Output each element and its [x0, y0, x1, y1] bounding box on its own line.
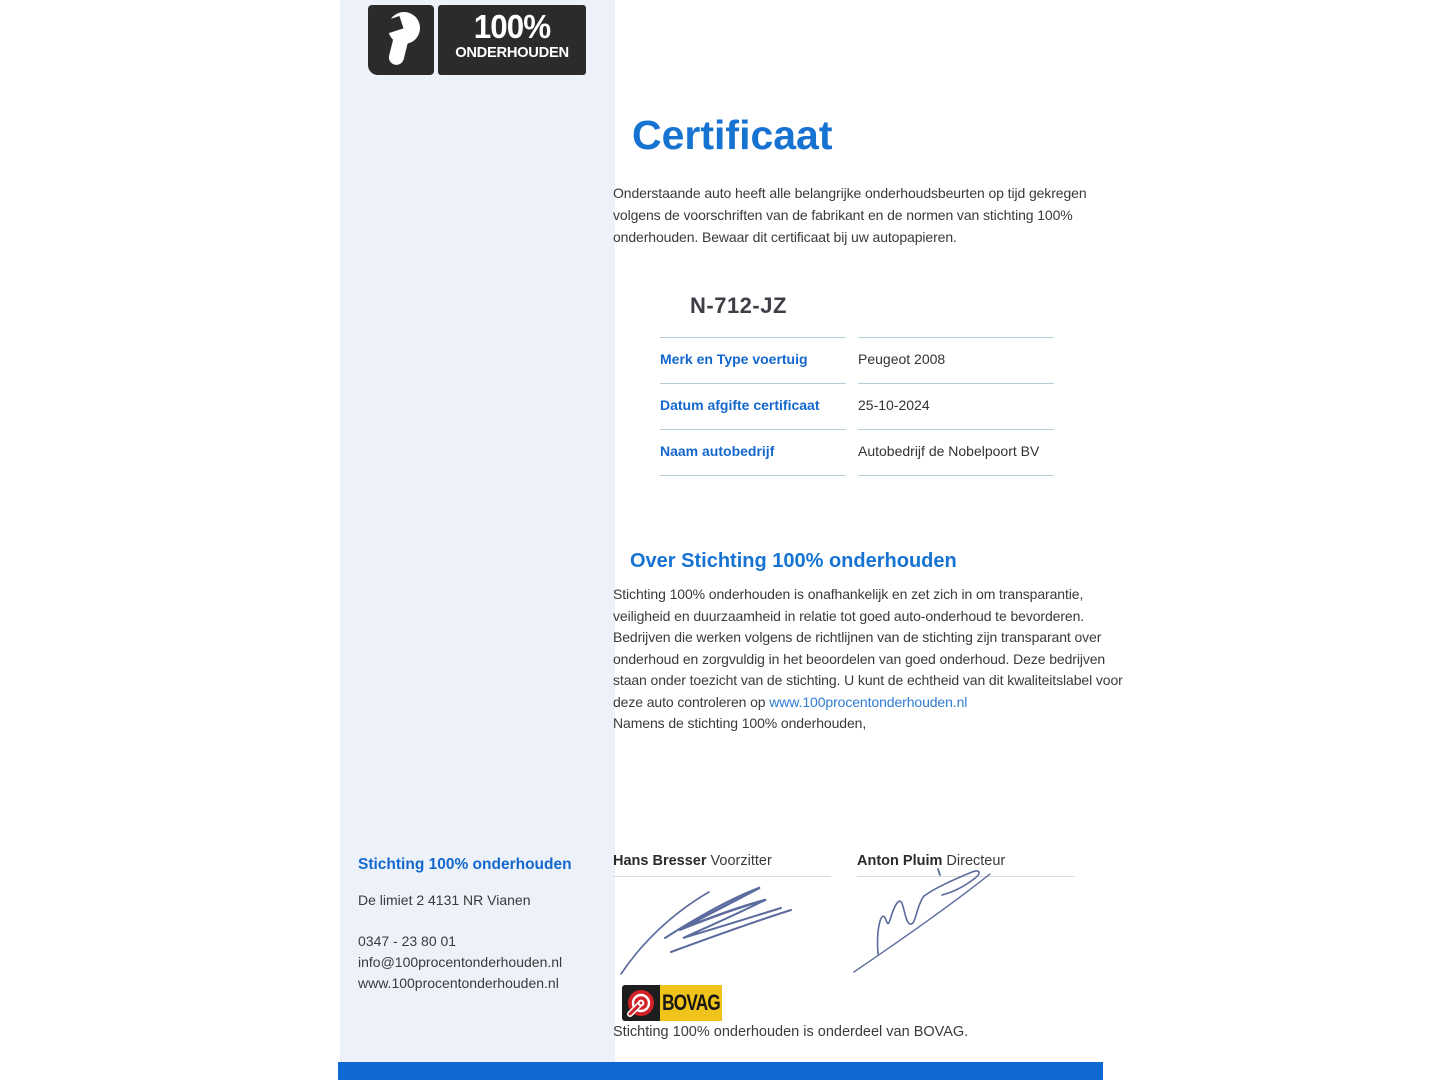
- signatory-role: Voorzitter: [710, 853, 772, 869]
- signatory-name: Hans Bresser: [613, 853, 707, 869]
- row-value: Autobedrijf de Nobelpoort BV: [858, 429, 1054, 475]
- stichting-logo: [368, 5, 586, 75]
- vehicle-table: [660, 337, 1054, 476]
- org-phone: 0347 - 23 80 01: [358, 933, 457, 949]
- page-title: Certificaat: [632, 112, 833, 158]
- logo-percent-text: 100%: [473, 8, 551, 45]
- org-email: info@100procentonderhouden.nl: [358, 954, 563, 970]
- logo-name-text: ONDERHOUDEN: [455, 44, 569, 61]
- row-value: 25-10-2024: [858, 383, 1054, 429]
- license-plate: N-712-JZ: [690, 293, 787, 318]
- org-address: De limiet 2 4131 NR Vianen: [358, 892, 531, 908]
- signature-handwriting-anton: [850, 864, 1000, 976]
- row-label: Merk en Type voertuig: [660, 337, 846, 383]
- table-row: [660, 383, 1054, 429]
- about-heading: Over Stichting 100% onderhouden: [630, 550, 957, 572]
- contact-block: [358, 856, 598, 994]
- org-name: Stichting 100% onderhouden: [358, 856, 572, 873]
- table-bottom-rule: [660, 475, 1054, 476]
- signatory-role: Directeur: [946, 853, 1006, 869]
- bovag-wheel-icon: [622, 985, 660, 1021]
- logo-wordmark: [438, 5, 586, 75]
- footer-accent-bar: [338, 1062, 1103, 1080]
- org-website: www.100procentonderhouden.nl: [358, 975, 559, 991]
- row-label: Datum afgifte certificaat: [660, 383, 846, 429]
- bovag-logo: [622, 985, 722, 1021]
- about-text: Stichting 100% onderhouden is onafhankelijk en zet zich in om transparantie, veiligheid en duurzaamheid in relatie tot goed auto-onderhoud te bevorderen. Bedrijven die werken volgens de richtlijnen van de stichting zijn transparant over onderhoud en zorgvuldig in het beoordelen van goed onderhoud. Deze bedrijven staan onder toezicht van de stichting. U kunt de echtheid van dit kwaliteitslabel voor deze auto controleren op: [613, 586, 1123, 710]
- signatory-name: Anton Pluim: [857, 853, 943, 869]
- about-paragraph: [613, 584, 1135, 735]
- bovag-wordmark: BOVAG: [662, 990, 720, 1015]
- verification-link[interactable]: www.100procentonderhouden.nl: [769, 693, 968, 710]
- row-value: Peugeot 2008: [858, 337, 1054, 383]
- table-row: [660, 429, 1054, 475]
- row-label: Naam autobedrijf: [660, 429, 846, 475]
- about-closing-line: Namens de stichting 100% onderhouden,: [613, 715, 867, 731]
- bovag-wordmark-box: [660, 985, 722, 1021]
- signature-handwriting-hans: [613, 872, 813, 977]
- intro-paragraph: Onderstaande auto heeft alle belangrijke onderhoudsbeurten op tijd gekregen volgens de voorschriften van de fabrikant en de normen van stichting 100% onderhouden. Bewaar dit certificaat bij uw autopapieren.: [613, 185, 1087, 245]
- wrench-icon: [368, 5, 434, 75]
- bovag-caption: Stichting 100% onderhouden is onderdeel van BOVAG.: [613, 1024, 969, 1040]
- table-row: [660, 337, 1054, 383]
